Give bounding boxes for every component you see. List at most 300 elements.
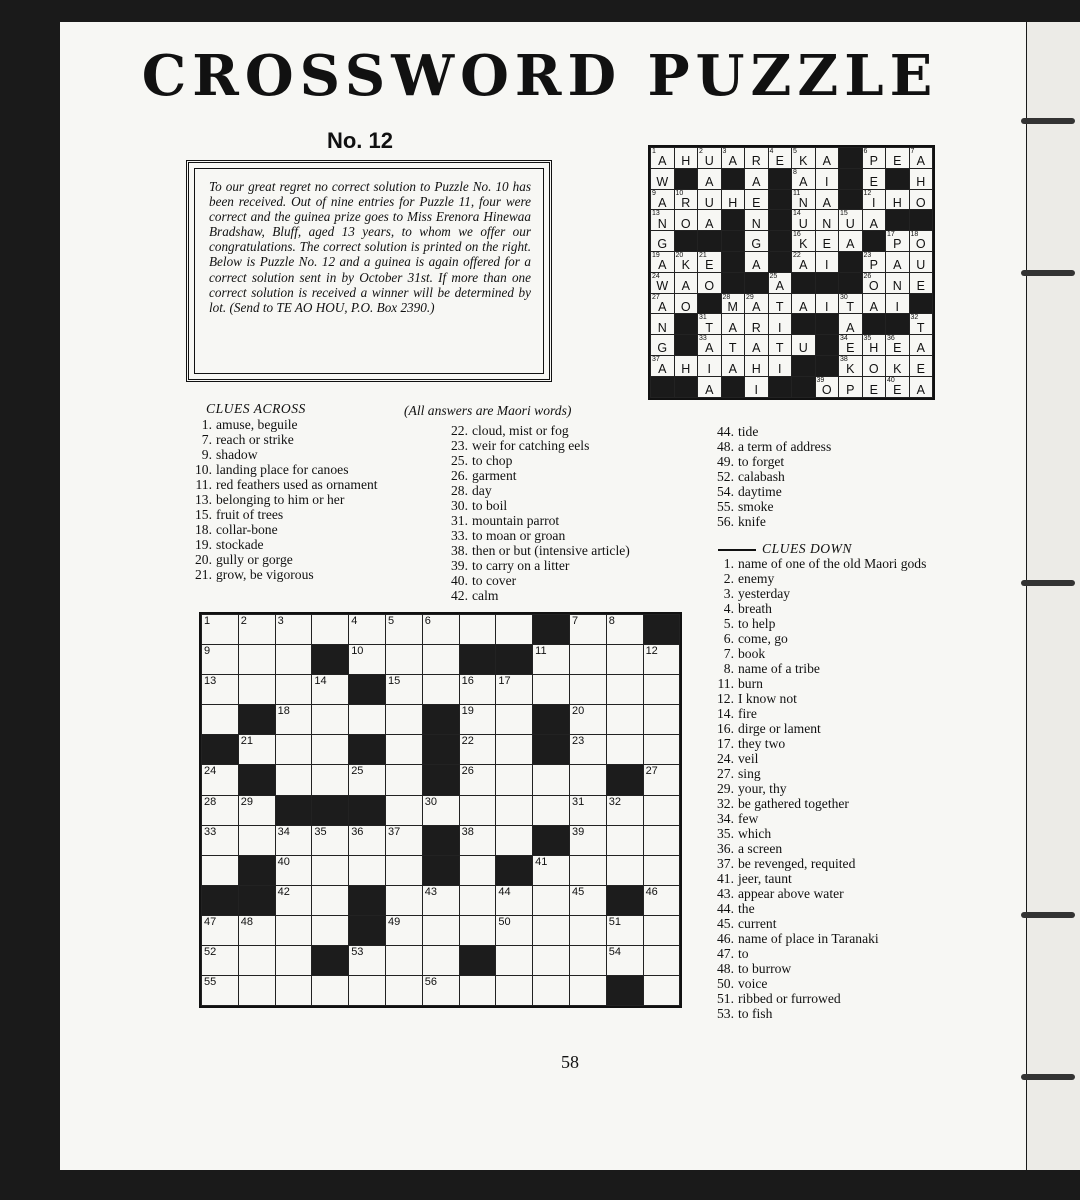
puzzle-cell[interactable]	[643, 976, 680, 1006]
solution-cell	[839, 231, 863, 252]
puzzle-cell[interactable]	[643, 735, 680, 765]
puzzle-cell[interactable]	[496, 735, 533, 765]
puzzle-cell[interactable]	[569, 645, 606, 675]
solution-block	[768, 376, 792, 397]
clues-down-heading-row	[712, 541, 962, 556]
solution-cell	[721, 355, 745, 376]
solution-block	[792, 272, 816, 293]
puzzle-cell[interactable]	[202, 645, 239, 675]
puzzle-cell[interactable]	[202, 615, 239, 645]
clue-item	[712, 766, 962, 781]
clue-item	[712, 721, 962, 736]
puzzle-cell[interactable]	[385, 825, 422, 855]
puzzle-cell[interactable]	[643, 705, 680, 735]
puzzle-cell[interactable]	[606, 825, 643, 855]
solution-block	[721, 376, 745, 397]
puzzle-cell-number: 42	[277, 885, 290, 898]
puzzle-cell[interactable]	[459, 825, 496, 855]
puzzle-block	[643, 615, 680, 645]
puzzle-cell[interactable]	[275, 705, 312, 735]
puzzle-cell[interactable]	[422, 795, 459, 825]
solution-letter: A	[728, 154, 737, 169]
puzzle-cell[interactable]	[275, 976, 312, 1006]
clue-item	[712, 811, 962, 826]
puzzle-cell-number: 24	[204, 765, 217, 778]
clue-text: calm	[472, 588, 499, 603]
solution-letter: A	[705, 175, 714, 190]
puzzle-cell[interactable]	[275, 885, 312, 915]
puzzle-cell[interactable]	[385, 976, 422, 1006]
solution-block	[768, 251, 792, 272]
puzzle-cell[interactable]	[496, 825, 533, 855]
solution-cell	[698, 168, 722, 189]
puzzle-cell[interactable]	[422, 675, 459, 705]
clue-number: 25.	[451, 453, 468, 468]
solution-cell	[674, 272, 698, 293]
solution-cell-number: 7	[910, 148, 915, 155]
clue-number: 19.	[195, 537, 212, 552]
puzzle-cell[interactable]	[606, 795, 643, 825]
puzzle-cell[interactable]	[569, 825, 606, 855]
puzzle-cell[interactable]	[202, 946, 239, 976]
solution-cell	[909, 168, 933, 189]
puzzle-cell[interactable]	[422, 645, 459, 675]
puzzle-cell-number: 51	[608, 915, 622, 928]
puzzle-cell[interactable]	[459, 765, 496, 795]
puzzle-cell[interactable]	[606, 675, 643, 705]
solution-cell-number: 9	[652, 189, 656, 197]
solution-letter: O	[821, 383, 832, 398]
puzzle-cell[interactable]	[422, 915, 459, 945]
solution-letter: A	[916, 154, 925, 169]
puzzle-cell[interactable]	[349, 976, 386, 1006]
puzzle-cell[interactable]	[643, 946, 680, 976]
puzzle-block	[496, 645, 533, 675]
solution-block	[721, 231, 745, 252]
puzzle-cell[interactable]	[349, 825, 386, 855]
solution-cell	[698, 376, 722, 397]
puzzle-cell[interactable]	[533, 765, 570, 795]
solution-cell	[745, 376, 769, 397]
puzzle-cell[interactable]	[349, 855, 386, 885]
clue-number: 15.	[195, 507, 212, 522]
puzzle-cell[interactable]	[238, 915, 275, 945]
puzzle-cell[interactable]	[569, 795, 606, 825]
solution-cell	[886, 272, 910, 293]
puzzle-cell[interactable]	[459, 675, 496, 705]
puzzle-cell[interactable]	[533, 946, 570, 976]
puzzle-cell[interactable]	[385, 946, 422, 976]
puzzle-cell[interactable]	[349, 765, 386, 795]
solution-letter: U	[916, 258, 926, 273]
puzzle-cell[interactable]	[202, 795, 239, 825]
solution-cell-number: 27	[652, 293, 660, 301]
solution-cell	[698, 335, 722, 356]
puzzle-cell[interactable]	[349, 705, 386, 735]
puzzle-cell[interactable]	[643, 765, 680, 795]
puzzle-cell[interactable]	[312, 855, 349, 885]
puzzle-cell[interactable]	[569, 675, 606, 705]
solution-cell	[792, 210, 816, 231]
solution-letter: R	[751, 154, 761, 169]
clue-number: 6.	[723, 631, 734, 646]
puzzle-cell[interactable]	[385, 855, 422, 885]
puzzle-cell[interactable]	[496, 795, 533, 825]
clues-across-heading: CLUES ACROSS	[206, 401, 306, 416]
clue-number: 34.	[717, 811, 734, 826]
puzzle-cell[interactable]	[422, 615, 459, 645]
solution-block	[698, 293, 722, 314]
clue-item	[446, 573, 708, 588]
solution-letter: K	[893, 362, 902, 377]
puzzle-cell[interactable]	[202, 915, 239, 945]
clue-number: 37.	[717, 856, 734, 871]
notice-text: To our great regret no correct solution to Puzzle No. 10 has been received. Out of nine entries for Puzzle 11, four were correct and the guinea prize goes to Miss Erenora Hinewaa Bradshaw, Bluff, aged 13 years, to whom we offer our congratulations. The correct solution is printed on the right. Below is Puzzle No. 12 and a guinea is again offered for a correct solution sent in by October 31st. If more than one correct solution is received a winner will be determined by lot. (Send to TE AO HOU, P.O. Box 2390.)	[194, 168, 544, 374]
puzzle-cell[interactable]	[422, 885, 459, 915]
puzzle-cell[interactable]	[312, 735, 349, 765]
solution-block	[651, 376, 675, 397]
solution-cell	[651, 355, 675, 376]
clue-text: amuse, beguile	[216, 417, 298, 432]
puzzle-cell[interactable]	[385, 795, 422, 825]
puzzle-cell[interactable]	[459, 615, 496, 645]
puzzle-cell[interactable]	[238, 825, 275, 855]
puzzle-cell-number: 50	[498, 915, 511, 928]
clue-item	[712, 931, 962, 946]
puzzle-cell[interactable]	[385, 915, 422, 945]
clues-across-col-3	[712, 424, 962, 1021]
solution-letter: A	[916, 383, 925, 398]
solution-letter: E	[916, 362, 925, 377]
puzzle-cell[interactable]	[312, 825, 349, 855]
puzzle-cell[interactable]	[275, 615, 312, 645]
clue-item	[712, 469, 962, 484]
clue-text: then or but (intensive article)	[472, 543, 630, 558]
puzzle-cell[interactable]	[202, 705, 239, 735]
clue-item	[712, 571, 962, 586]
puzzle-cell[interactable]	[533, 885, 570, 915]
solution-letter: N	[822, 216, 832, 231]
clue-item	[712, 514, 962, 529]
puzzle-block	[238, 765, 275, 795]
clue-item	[712, 601, 962, 616]
solution-cell-number: 12	[863, 189, 872, 197]
clue-text: book	[738, 646, 766, 661]
puzzle-cell[interactable]	[643, 825, 680, 855]
puzzle-cell[interactable]	[496, 765, 533, 795]
clue-text: enemy	[738, 571, 775, 586]
clue-item	[712, 796, 962, 811]
puzzle-cell[interactable]	[312, 885, 349, 915]
puzzle-cell[interactable]	[202, 855, 239, 885]
solution-block	[909, 293, 933, 314]
puzzle-cell[interactable]	[349, 615, 386, 645]
clue-text: sing	[738, 766, 761, 781]
puzzle-cell[interactable]	[312, 675, 349, 705]
clue-text: grow, be vigorous	[216, 567, 314, 582]
clue-number: 2.	[723, 571, 734, 586]
puzzle-cell[interactable]	[643, 795, 680, 825]
clue-item	[712, 1006, 962, 1021]
puzzle-cell[interactable]	[312, 705, 349, 735]
puzzle-cell[interactable]	[533, 855, 570, 885]
clue-text: current	[738, 916, 777, 931]
puzzle-cell[interactable]	[312, 765, 349, 795]
solution-letter: R	[681, 195, 691, 210]
solution-block	[721, 251, 745, 272]
clue-text: fruit of trees	[216, 507, 284, 522]
clue-text: yesterday	[738, 586, 791, 601]
puzzle-cell-number: 16	[461, 675, 474, 688]
puzzle-cell[interactable]	[643, 675, 680, 705]
solution-cell	[768, 293, 792, 314]
clue-number: 22.	[451, 423, 468, 438]
clue-number: 23.	[451, 438, 468, 453]
puzzle-cell[interactable]	[238, 946, 275, 976]
solution-block	[674, 168, 698, 189]
puzzle-cell[interactable]	[312, 976, 349, 1006]
solution-letter: A	[728, 362, 737, 377]
solution-cell	[745, 231, 769, 252]
solution-block	[886, 314, 910, 335]
puzzle-cell[interactable]	[385, 735, 422, 765]
puzzle-block	[422, 765, 459, 795]
puzzle-cell[interactable]	[459, 705, 496, 735]
solution-cell-number: 15	[840, 210, 848, 218]
puzzle-cell[interactable]	[533, 915, 570, 945]
puzzle-cell[interactable]	[312, 615, 349, 645]
puzzle-cell[interactable]	[275, 675, 312, 705]
puzzle-cell[interactable]	[275, 765, 312, 795]
clue-text: be revenged, requited	[738, 856, 856, 871]
puzzle-cell[interactable]	[385, 705, 422, 735]
clue-number: 41.	[717, 871, 734, 886]
puzzle-cell[interactable]	[643, 885, 680, 915]
puzzle-cell[interactable]	[275, 946, 312, 976]
puzzle-cell[interactable]	[238, 795, 275, 825]
puzzle-cell[interactable]	[238, 645, 275, 675]
solution-cell	[768, 148, 792, 169]
notice-box	[186, 160, 552, 382]
puzzle-cell[interactable]	[459, 735, 496, 765]
clue-item	[446, 468, 708, 483]
clue-item	[712, 736, 962, 751]
solution-letter: U	[704, 195, 714, 210]
clue-item	[190, 567, 420, 582]
puzzle-cell[interactable]	[606, 915, 643, 945]
clue-number: 55.	[717, 499, 734, 514]
puzzle-cell[interactable]	[238, 615, 275, 645]
puzzle-cell-number: 17	[498, 675, 511, 688]
clue-number: 17.	[717, 736, 734, 751]
puzzle-block	[422, 735, 459, 765]
clue-text: fire	[738, 706, 757, 721]
puzzle-cell[interactable]	[643, 855, 680, 885]
puzzle-cell[interactable]	[496, 615, 533, 645]
solution-letter: O	[680, 299, 691, 314]
puzzle-cell[interactable]	[496, 976, 533, 1006]
clue-item	[712, 871, 962, 886]
clue-item	[446, 588, 708, 603]
solution-block	[674, 314, 698, 335]
solution-letter: A	[658, 258, 667, 273]
solution-letter: I	[778, 320, 782, 335]
solution-cell	[815, 168, 839, 189]
clue-text: to help	[738, 616, 776, 631]
puzzle-cell[interactable]	[606, 705, 643, 735]
clue-item	[190, 492, 420, 507]
puzzle-cell[interactable]	[496, 915, 533, 945]
puzzle-cell[interactable]	[202, 675, 239, 705]
puzzle-cell[interactable]	[569, 946, 606, 976]
puzzle-cell[interactable]	[275, 645, 312, 675]
clue-number: 36.	[717, 841, 734, 856]
puzzle-cell[interactable]	[275, 825, 312, 855]
solution-block	[815, 314, 839, 335]
puzzle-cell-number: 18	[277, 705, 290, 718]
puzzle-cell[interactable]	[202, 765, 239, 795]
clue-text: to cover	[472, 573, 517, 588]
solution-cell	[674, 148, 698, 169]
solution-letter: E	[893, 341, 902, 356]
clue-item	[712, 424, 962, 439]
puzzle-cell[interactable]	[238, 976, 275, 1006]
puzzle-cell-number: 14	[314, 675, 327, 688]
puzzle-cell[interactable]	[533, 645, 570, 675]
solution-block	[674, 231, 698, 252]
puzzle-cell[interactable]	[569, 855, 606, 885]
solution-cell	[815, 376, 839, 397]
puzzle-cell[interactable]	[606, 645, 643, 675]
puzzle-cell[interactable]	[569, 976, 606, 1006]
solution-block	[862, 314, 886, 335]
solution-cell	[721, 314, 745, 335]
clue-number: 16.	[717, 721, 734, 736]
solution-letter: H	[751, 362, 761, 377]
puzzle-cell[interactable]	[569, 885, 606, 915]
clue-item	[446, 483, 708, 498]
puzzle-cell[interactable]	[275, 915, 312, 945]
solution-cell	[886, 355, 910, 376]
puzzle-cell[interactable]	[275, 735, 312, 765]
puzzle-cell[interactable]	[422, 976, 459, 1006]
puzzle-cell[interactable]	[643, 645, 680, 675]
puzzle-cell[interactable]	[533, 675, 570, 705]
puzzle-cell[interactable]	[202, 976, 239, 1006]
puzzle-cell[interactable]	[606, 735, 643, 765]
puzzle-cell[interactable]	[606, 946, 643, 976]
solution-cell	[862, 272, 886, 293]
puzzle-cell[interactable]	[349, 946, 386, 976]
puzzle-cell[interactable]	[385, 885, 422, 915]
puzzle-cell[interactable]	[496, 705, 533, 735]
clue-text: name of one of the old Maori gods	[738, 556, 927, 571]
solution-block	[768, 189, 792, 210]
puzzle-cell-number: 21	[240, 735, 254, 748]
clue-text: calabash	[738, 469, 785, 484]
puzzle-cell[interactable]	[385, 615, 422, 645]
puzzle-cell-number: 25	[351, 765, 364, 778]
puzzle-cell[interactable]	[569, 735, 606, 765]
solution-letter: N	[657, 320, 667, 335]
puzzle-cell[interactable]	[496, 885, 533, 915]
puzzle-cell[interactable]	[459, 976, 496, 1006]
puzzle-cell[interactable]	[569, 765, 606, 795]
clue-number: 28.	[451, 483, 468, 498]
puzzle-block	[275, 795, 312, 825]
clue-text: ribbed or furrowed	[738, 991, 841, 1006]
solution-block	[815, 335, 839, 356]
puzzle-cell[interactable]	[496, 946, 533, 976]
solution-cell	[909, 314, 933, 335]
puzzle-cell[interactable]	[312, 915, 349, 945]
puzzle-cell[interactable]	[385, 675, 422, 705]
clue-item	[712, 646, 962, 661]
puzzle-cell-number: 10	[351, 645, 364, 658]
puzzle-cell[interactable]	[459, 855, 496, 885]
puzzle-cell[interactable]	[606, 855, 643, 885]
puzzle-cell[interactable]	[533, 976, 570, 1006]
clue-text: weir for catching eels	[472, 438, 590, 453]
puzzle-cell[interactable]	[569, 615, 606, 645]
puzzle-cell[interactable]	[569, 915, 606, 945]
clue-item	[712, 751, 962, 766]
puzzle-cell[interactable]	[349, 645, 386, 675]
puzzle-cell[interactable]	[238, 675, 275, 705]
clue-text: few	[738, 811, 759, 826]
clue-number: 14.	[717, 706, 734, 721]
puzzle-cell[interactable]	[606, 615, 643, 645]
puzzle-cell-number: 46	[645, 885, 658, 898]
puzzle-cell[interactable]	[275, 855, 312, 885]
puzzle-cell[interactable]	[643, 915, 680, 945]
puzzle-cell[interactable]	[202, 825, 239, 855]
puzzle-cell[interactable]	[422, 946, 459, 976]
clue-number: 9.	[201, 447, 212, 462]
puzzle-cell-number: 1	[204, 615, 211, 627]
puzzle-cell[interactable]	[385, 645, 422, 675]
clue-number: 53.	[717, 1006, 734, 1021]
solution-cell	[651, 231, 675, 252]
solution-letter: A	[752, 299, 761, 314]
clue-number: 10.	[195, 462, 212, 477]
solution-cell-number: 28	[722, 293, 731, 301]
solution-cell-number: 5	[793, 148, 797, 155]
puzzle-cell[interactable]	[459, 885, 496, 915]
clue-item	[712, 991, 962, 1006]
clue-number: 52.	[717, 469, 734, 484]
puzzle-block	[606, 765, 643, 795]
solution-letter: H	[681, 362, 691, 377]
solution-cell-number: 33	[699, 335, 707, 343]
puzzle-cell[interactable]	[459, 915, 496, 945]
solution-cell	[815, 210, 839, 231]
puzzle-cell[interactable]	[496, 675, 533, 705]
clue-item	[712, 616, 962, 631]
solution-block	[886, 210, 910, 231]
puzzle-cell[interactable]	[385, 765, 422, 795]
solution-cell	[815, 293, 839, 314]
puzzle-cell[interactable]	[238, 735, 275, 765]
page-title: CROSSWORD PUZZLE	[141, 43, 939, 109]
solution-block	[839, 272, 863, 293]
solution-cell-number: 20	[675, 251, 684, 259]
puzzle-cell[interactable]	[459, 795, 496, 825]
solution-cell	[651, 314, 675, 335]
puzzle-cell[interactable]	[569, 705, 606, 735]
solution-cell-number: 8	[793, 168, 797, 176]
puzzle-cell[interactable]	[533, 795, 570, 825]
